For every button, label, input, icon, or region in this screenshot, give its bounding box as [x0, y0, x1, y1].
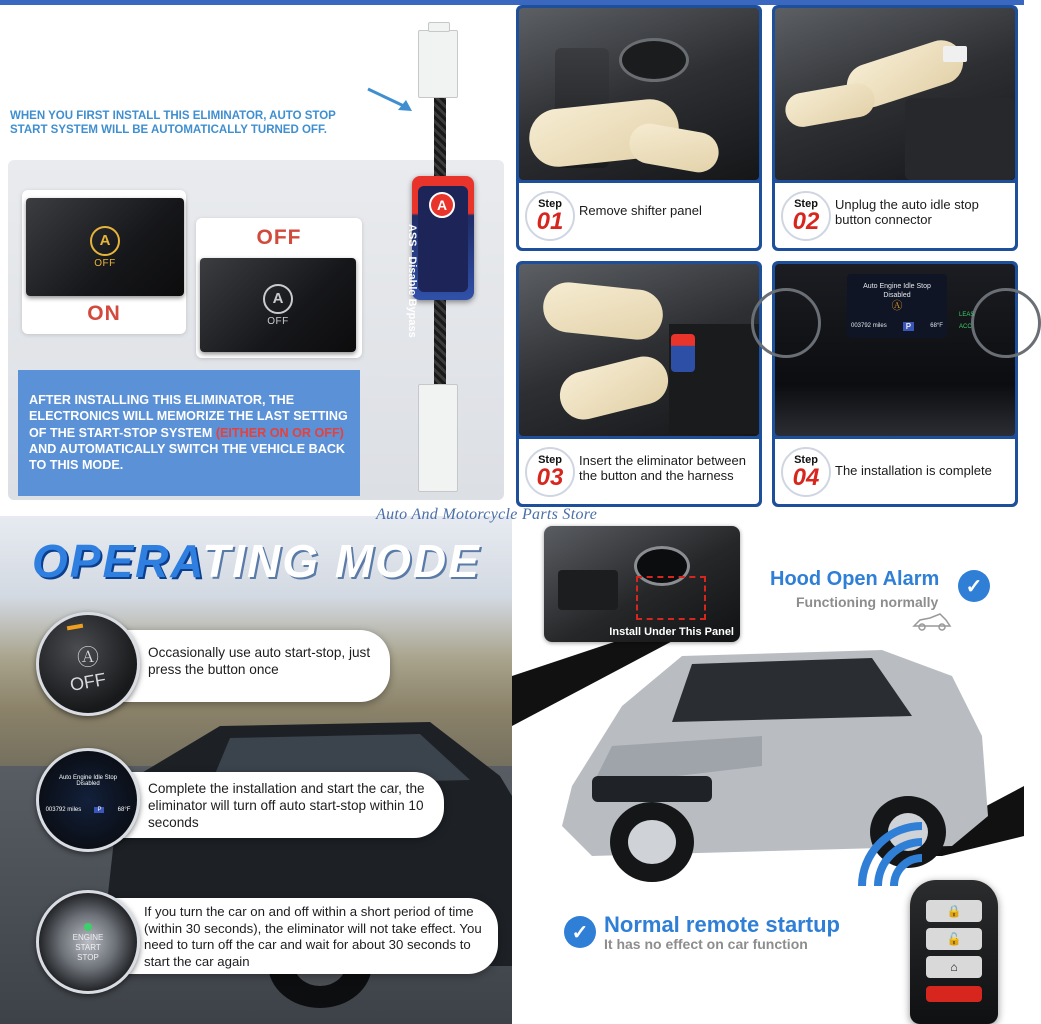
after-text-red: (EITHER ON OR OFF): [215, 425, 344, 440]
step-3-badge: Step 03: [525, 447, 575, 497]
after-text-1: AFTER INSTALLING THIS ELIMINATOR, THE ELECTRONICS WILL MEMORIZE THE LAST SETTING OF THE START-STOP SYSTEM: [29, 393, 348, 440]
cluster-bottom-bar: [847, 320, 947, 332]
mini-cluster-bar: 003792 miles P 68°F: [45, 807, 131, 813]
operating-mode-title: OPERATING MODE: [32, 535, 481, 587]
step-4-cluster-photo: [775, 264, 1015, 436]
auto-stop-off-icon: Ⓐ OFF: [36, 612, 140, 716]
step-4-text: The installation is complete: [835, 463, 992, 478]
hood-check-icon: ✓: [958, 570, 990, 602]
after-install-note: [18, 370, 360, 496]
step-4-badge: Step 04: [781, 447, 831, 497]
button-off-text: OFF: [267, 315, 289, 327]
remote-check-icon: ✓: [564, 916, 596, 948]
step-1-card: [516, 5, 762, 251]
off-label: OFF: [256, 226, 302, 249]
auto-stop-button-on: [26, 198, 184, 296]
first-install-note: WHEN YOU FIRST INSTALL THIS ELIMINATOR, AUTO STOP START SYSTEM WILL BE AUTOMATICALLY TURNED OFF.: [10, 110, 336, 136]
engine-start-stop-icon: ENGINE START STOP: [36, 890, 140, 994]
mini-cluster-subtitle: Disabled: [76, 781, 100, 787]
install-area-highlight: [636, 576, 706, 620]
fob-lock-icon: 🔒: [926, 900, 982, 922]
mini-cluster-title: Auto Engine Idle Stop: [58, 775, 118, 781]
step-4-caption: [775, 439, 1015, 504]
cluster-leas: LEAS: [959, 312, 975, 318]
features-section: [512, 516, 1024, 1024]
fob-trunk-icon: ⌂: [926, 956, 982, 978]
remote-startup-title: Normal remote startup: [604, 912, 840, 937]
hood-open-car-icon: [910, 612, 954, 632]
step-2-caption: [775, 183, 1015, 248]
fob-unlock-icon: 🔓: [926, 928, 982, 950]
install-panel-caption: Install Under This Panel: [609, 626, 734, 638]
hood-alarm-subtitle: Functioning normally: [796, 594, 939, 610]
install-panel-photo: [544, 526, 740, 642]
after-text-2: AND AUTOMATICALLY SWITCH THE VEHICLE BACK TO THIS MODE.: [29, 441, 346, 473]
fob-panic-icon: [926, 986, 982, 1002]
step-1-text: Remove shifter panel: [579, 203, 702, 218]
eliminator-module: [406, 176, 474, 338]
step-1-photo: [519, 8, 759, 180]
cluster-warning-icon: Ⓐ: [891, 300, 903, 312]
cluster-title: Auto Engine Idle Stop: [863, 283, 931, 290]
bottom-connector: [418, 384, 458, 492]
auto-stop-icon: A: [90, 226, 120, 256]
cable-lower: [434, 300, 446, 384]
cluster-acc: ACC: [959, 324, 972, 330]
step-1-caption: [519, 183, 759, 248]
hood-alarm-title: Hood Open Alarm: [770, 568, 940, 590]
op-row-3-text: If you turn the car on and off within a short period of time (within 30 seconds), the eliminator will not take effect. You need to turn off the car and wait for about 30 seconds to start the car again: [144, 904, 482, 969]
cluster-gear: P: [903, 322, 914, 331]
start-stop-led: [84, 923, 92, 931]
cluster-odo: 003792 miles: [851, 323, 887, 329]
cluster-subtitle: Disabled: [883, 292, 911, 299]
auto-stop-button-off: [200, 258, 356, 352]
step-1-badge: Step 01: [525, 191, 575, 241]
op-row-1-text: Occasionally use auto start-stop, just press the button once: [148, 645, 371, 677]
operating-mode-section: [0, 516, 512, 1024]
step-3-card: [516, 261, 762, 507]
module-auto-icon: A: [429, 192, 455, 218]
step-2-text: Unplug the auto idle stop button connector: [835, 197, 979, 227]
pointer-arrow-icon: [364, 85, 416, 115]
step-2-card: [772, 5, 1018, 251]
step-3-text: Insert the eliminator between the button and the harness: [579, 453, 746, 483]
step-2-photo: [775, 8, 1015, 180]
auto-stop-icon: A: [263, 284, 293, 314]
step-3-photo: [519, 264, 759, 436]
remote-startup-subtitle: It has no effect on car function: [604, 936, 808, 952]
on-label: ON: [87, 302, 121, 325]
button-off-text: OFF: [94, 257, 116, 269]
store-watermark: Auto And Motorcycle Parts Store: [376, 506, 598, 523]
icon1-off-text: OFF: [68, 669, 108, 695]
top-connector-clip: [428, 22, 450, 32]
step-2-badge: Step 02: [781, 191, 831, 241]
top-connector: [418, 30, 458, 98]
step-3-caption: [519, 439, 759, 504]
cable-upper: [434, 98, 446, 178]
key-fob: [910, 880, 998, 1024]
module-label: ASS · Disable Bypass: [406, 224, 418, 338]
step-4-card: [772, 261, 1018, 507]
cluster-temp: 68°F: [930, 323, 943, 329]
cluster-display-icon: [36, 748, 140, 852]
op-row-2-text: Complete the installation and start the car, the eliminator will turn off auto start-stop within 10 seconds: [148, 781, 425, 830]
